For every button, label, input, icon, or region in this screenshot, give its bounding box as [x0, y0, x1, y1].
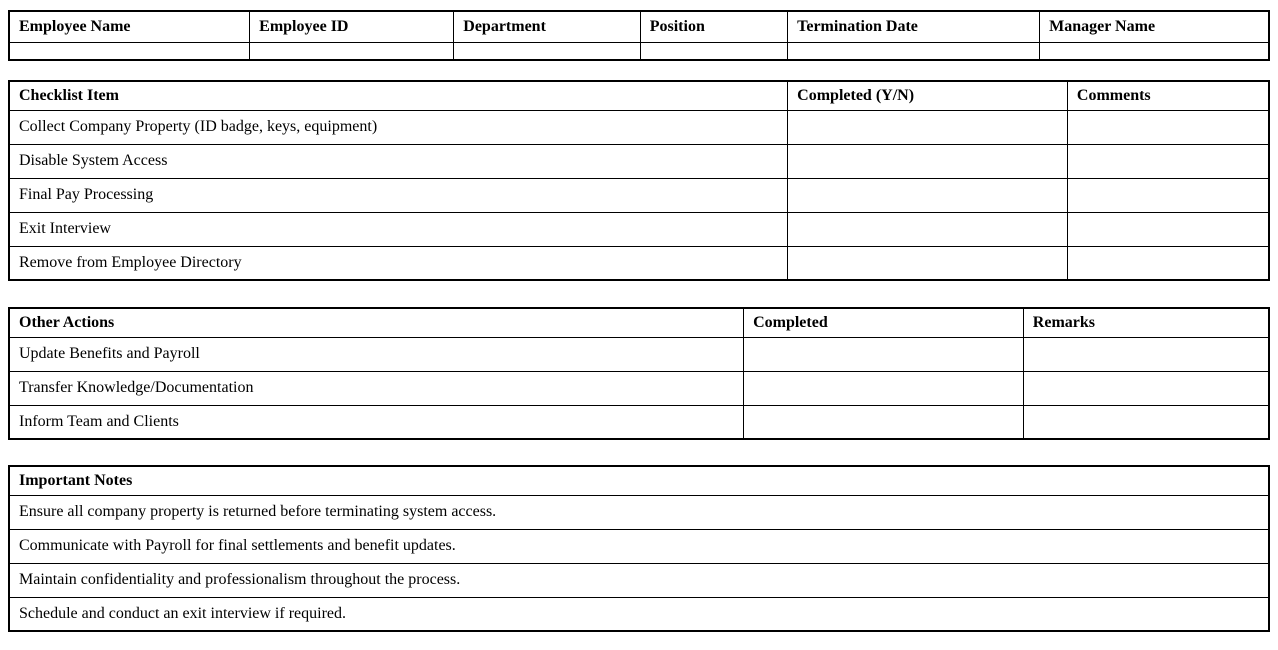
comments-cell	[1067, 212, 1269, 246]
comments-cell	[1067, 144, 1269, 178]
completed-cell	[744, 371, 1024, 405]
checklist-row	[9, 178, 1269, 212]
checklist-header-row	[9, 81, 1269, 110]
employee-info-header-row	[9, 11, 1269, 42]
manager-name-header: Manager Name	[1040, 11, 1269, 42]
employee-info-table	[8, 10, 1270, 61]
other-action-row	[9, 405, 1269, 439]
employee-id-value-cell	[250, 42, 454, 60]
checklist-item-header: Checklist Item	[9, 81, 788, 110]
termination-date-value-cell	[788, 42, 1040, 60]
position-header: Position	[640, 11, 787, 42]
termination-checklist-document	[8, 10, 1270, 632]
position-value-cell	[640, 42, 787, 60]
completed-header: Completed	[744, 308, 1024, 337]
employee-id-header: Employee ID	[250, 11, 454, 42]
checklist-item-cell: Disable System Access	[9, 144, 788, 178]
note-row	[9, 495, 1269, 529]
checklist-table	[8, 80, 1270, 281]
checklist-item-cell: Remove from Employee Directory	[9, 246, 788, 280]
completed-cell	[744, 337, 1024, 371]
checklist-item-cell: Exit Interview	[9, 212, 788, 246]
other-actions-table	[8, 307, 1270, 440]
important-notes-header-row	[9, 466, 1269, 495]
important-notes-header: Important Notes	[9, 466, 1269, 495]
other-actions-header: Other Actions	[9, 308, 744, 337]
completed-cell	[744, 405, 1024, 439]
checklist-row	[9, 246, 1269, 280]
department-header: Department	[454, 11, 640, 42]
other-action-cell: Transfer Knowledge/Documentation	[9, 371, 744, 405]
remarks-header: Remarks	[1023, 308, 1269, 337]
checklist-item-cell: Collect Company Property (ID badge, keys, equipment)	[9, 110, 788, 144]
note-row	[9, 563, 1269, 597]
comments-cell	[1067, 110, 1269, 144]
comments-header: Comments	[1067, 81, 1269, 110]
note-cell: Maintain confidentiality and professionalism throughout the process.	[9, 563, 1269, 597]
comments-cell	[1067, 178, 1269, 212]
note-cell: Communicate with Payroll for final settlements and benefit updates.	[9, 529, 1269, 563]
important-notes-table	[8, 465, 1270, 632]
completed-yn-header: Completed (Y/N)	[788, 81, 1068, 110]
completed-cell	[788, 178, 1068, 212]
other-action-row	[9, 337, 1269, 371]
employee-name-value-cell	[9, 42, 250, 60]
note-row	[9, 597, 1269, 631]
checklist-row	[9, 110, 1269, 144]
employee-name-header: Employee Name	[9, 11, 250, 42]
employee-info-value-row	[9, 42, 1269, 60]
termination-date-header: Termination Date	[788, 11, 1040, 42]
remarks-cell	[1023, 337, 1269, 371]
note-cell: Schedule and conduct an exit interview if required.	[9, 597, 1269, 631]
note-row	[9, 529, 1269, 563]
completed-cell	[788, 144, 1068, 178]
checklist-row	[9, 212, 1269, 246]
other-actions-header-row	[9, 308, 1269, 337]
checklist-row	[9, 144, 1269, 178]
remarks-cell	[1023, 405, 1269, 439]
completed-cell	[788, 110, 1068, 144]
completed-cell	[788, 212, 1068, 246]
department-value-cell	[454, 42, 640, 60]
completed-cell	[788, 246, 1068, 280]
manager-name-value-cell	[1040, 42, 1269, 60]
note-cell: Ensure all company property is returned before terminating system access.	[9, 495, 1269, 529]
other-action-cell: Update Benefits and Payroll	[9, 337, 744, 371]
checklist-item-cell: Final Pay Processing	[9, 178, 788, 212]
comments-cell	[1067, 246, 1269, 280]
other-action-row	[9, 371, 1269, 405]
remarks-cell	[1023, 371, 1269, 405]
other-action-cell: Inform Team and Clients	[9, 405, 744, 439]
